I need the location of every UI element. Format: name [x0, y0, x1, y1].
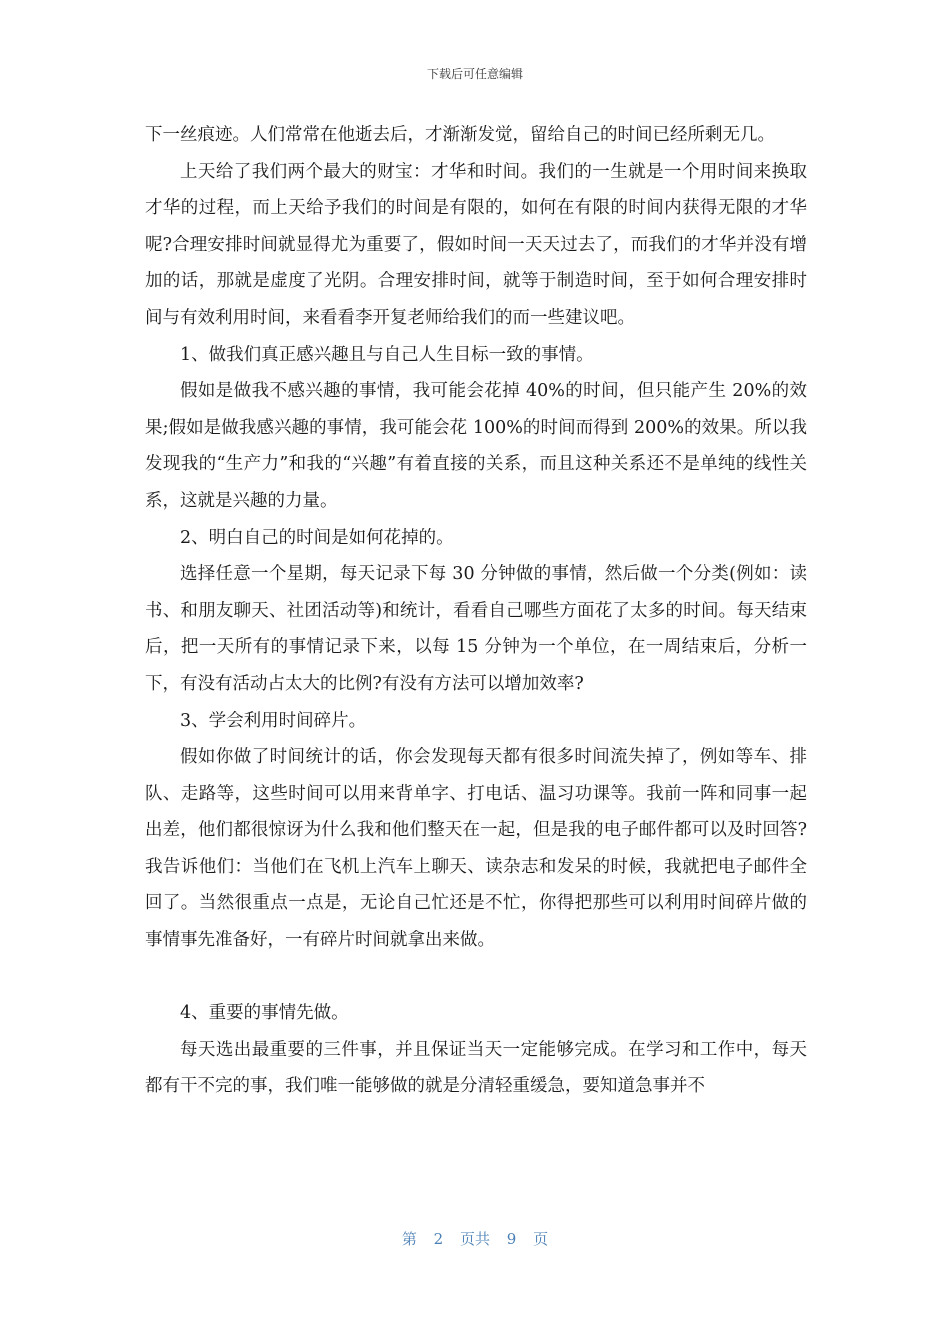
footer-total-pages: 9 — [506, 1230, 517, 1248]
paragraph: 假如是做我不感兴趣的事情，我可能会花掉 40%的时间，但只能产生 20%的效果;假如是做我感兴趣的事情，我可能会花 100%的时间而得到 200%的效果。所以我发现我的“生产力”和我的“兴趣”有着直接的关系，而且这种关系还不是单纯的线性关系，这就是兴趣的力量。 — [145, 381, 807, 511]
section-heading: 1、做我们真正感兴趣且与自己人生目标一致的事情。 — [180, 344, 594, 365]
page-footer — [0, 1229, 950, 1249]
paragraph: 上天给了我们两个最大的财宝：才华和时间。我们的一生就是一个用时间来换取才华的过程，而上天给予我们的时间是有限的，如何在有限的时间内获得无限的才华呢?合理安排时间就显得尤为重要了，假如时间一天天过去了，而我们的才华并没有增加的话，那就是虚度了光阴。合理安排时间，就等于制造时间，至于如何合理安排时间与有效利用时间，来看看李开复老师给我们的而一些建议吧。 — [145, 161, 807, 328]
paragraph: 下一丝痕迹。人们常常在他逝去后，才渐渐发觉，留给自己的时间已经所剩无几。 — [145, 125, 775, 145]
footer-label-total: 页共 — [459, 1230, 490, 1248]
paragraph: 假如你做了时间统计的话，你会发现每天都有很多时间流失掉了，例如等车、排队、走路等，这些时间可以用来背单字、打电话、温习功课等。我前一阵和同事一起出差，他们都很惊讶为什么我和他们整天在一起，但是我的电子邮件都可以及时回答?我告诉他们：当他们在飞机上汽车上聊天、读杂志和发呆的时候，我就把电子邮件全回了。当然很重点一点是，无论自己忙还是不忙，你得把那些可以利用时间碎片做的事情事先准备好，一有碎片时间就拿出来做。 — [145, 747, 807, 951]
footer-label-page: 第 — [401, 1230, 417, 1248]
page-header: 下载后可任意编辑 — [426, 67, 523, 81]
document-body — [145, 117, 807, 1105]
paragraph: 选择任意一个星期，每天记录下每 30 分钟做的事情，然后做一个分类(例如：读书、和朋友聊天、社团活动等)和统计，看看自己哪些方面花了太多的时间。每天结束后，把一天所有的事情记录下来，以每 15 分钟为一个单位，在一周结束后，分析一下，有没有活动占太大的比例?有没有方法可以增加效率? — [145, 564, 807, 694]
footer-current-page: 2 — [433, 1230, 444, 1248]
blank-line — [145, 959, 807, 996]
section-heading: 3、学会利用时间碎片。 — [180, 710, 367, 731]
footer-label-suffix: 页 — [533, 1230, 549, 1248]
paragraph: 每天选出最重要的三件事，并且保证当天一定能够完成。在学习和工作中，每天都有干不完的事，我们唯一能够做的就是分清轻重缓急，要知道急事并不 — [145, 1039, 807, 1097]
section-heading: 4、重要的事情先做。 — [180, 1003, 349, 1024]
section-heading: 2、明白自己的时间是如何花掉的。 — [180, 527, 454, 548]
